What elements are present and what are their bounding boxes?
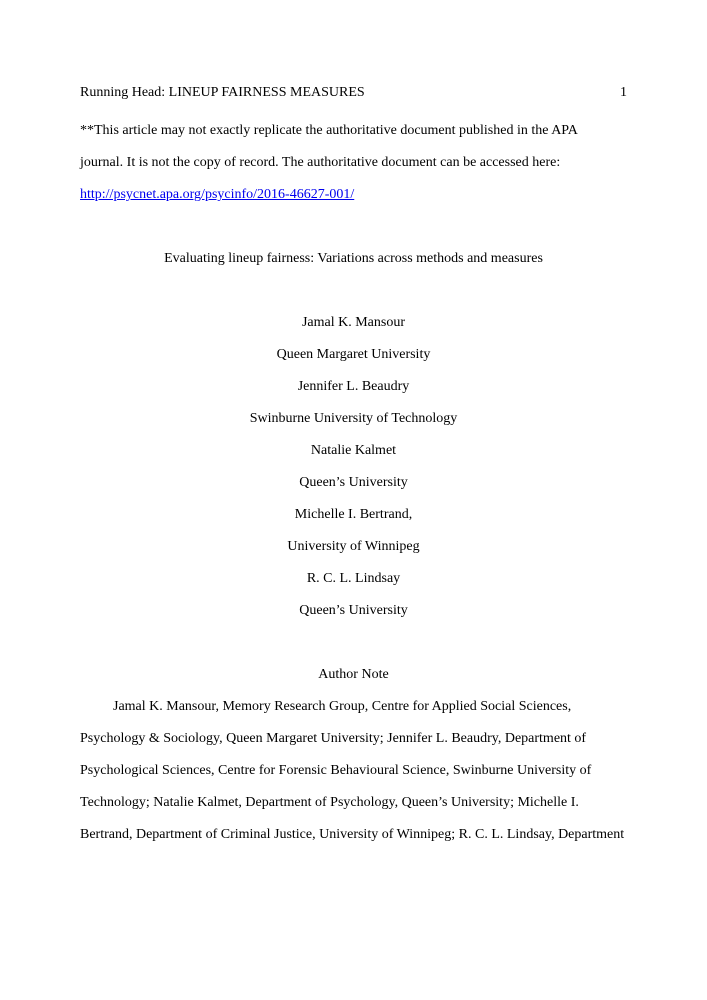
title-page-body (80, 115, 627, 851)
author-affiliation: Queen’s University (299, 603, 408, 618)
author-name: Jennifer L. Beaudry (297, 379, 410, 394)
psycnet-link[interactable]: http://psycnet.apa.org/psycinfo/2016-46627-001/ (80, 187, 355, 202)
blank-line (80, 275, 627, 307)
page-number: 1 (620, 85, 627, 100)
blank-line (80, 627, 627, 659)
page-header (80, 83, 627, 103)
copyright-notice-line: journal. It is not the copy of record. The authoritative document can be accessed here: (80, 155, 561, 170)
author-note-line: Psychology & Sociology, Queen Margaret University; Jennifer L. Beaudry, Department of (80, 731, 587, 746)
author-name: Jamal K. Mansour (301, 315, 406, 330)
author-affiliation: Queen Margaret University (276, 347, 431, 362)
author-name: Natalie Kalmet (310, 443, 397, 458)
author-affiliation: Swinburne University of Technology (249, 411, 458, 426)
author-note-line: Jamal K. Mansour, Memory Research Group, Centre for Applied Social Sciences, (113, 699, 572, 714)
author-affiliation: Queen’s University (299, 475, 408, 490)
author-note-line: Bertrand, Department of Criminal Justice, University of Winnipeg; R. C. L. Lindsay, Department (80, 827, 625, 842)
author-note-line: Technology; Natalie Kalmet, Department of Psychology, Queen’s University; Michelle I. (80, 795, 579, 810)
copyright-notice-line: **This article may not exactly replicate the authoritative document published in the APA (80, 123, 578, 138)
paper-title: Evaluating lineup fairness: Variations across methods and measures (164, 251, 543, 266)
author-name: R. C. L. Lindsay (306, 571, 401, 586)
author-name: Michelle I. Bertrand, (294, 507, 413, 522)
author-note-heading: Author Note (318, 667, 389, 682)
blank-line (80, 211, 627, 243)
running-head: Running Head: LINEUP FAIRNESS MEASURES (80, 85, 365, 100)
author-affiliation: University of Winnipeg (287, 539, 420, 554)
link-line (80, 179, 627, 211)
author-note-line: Psychological Sciences, Centre for Forensic Behavioural Science, Swinburne University of (80, 763, 592, 778)
